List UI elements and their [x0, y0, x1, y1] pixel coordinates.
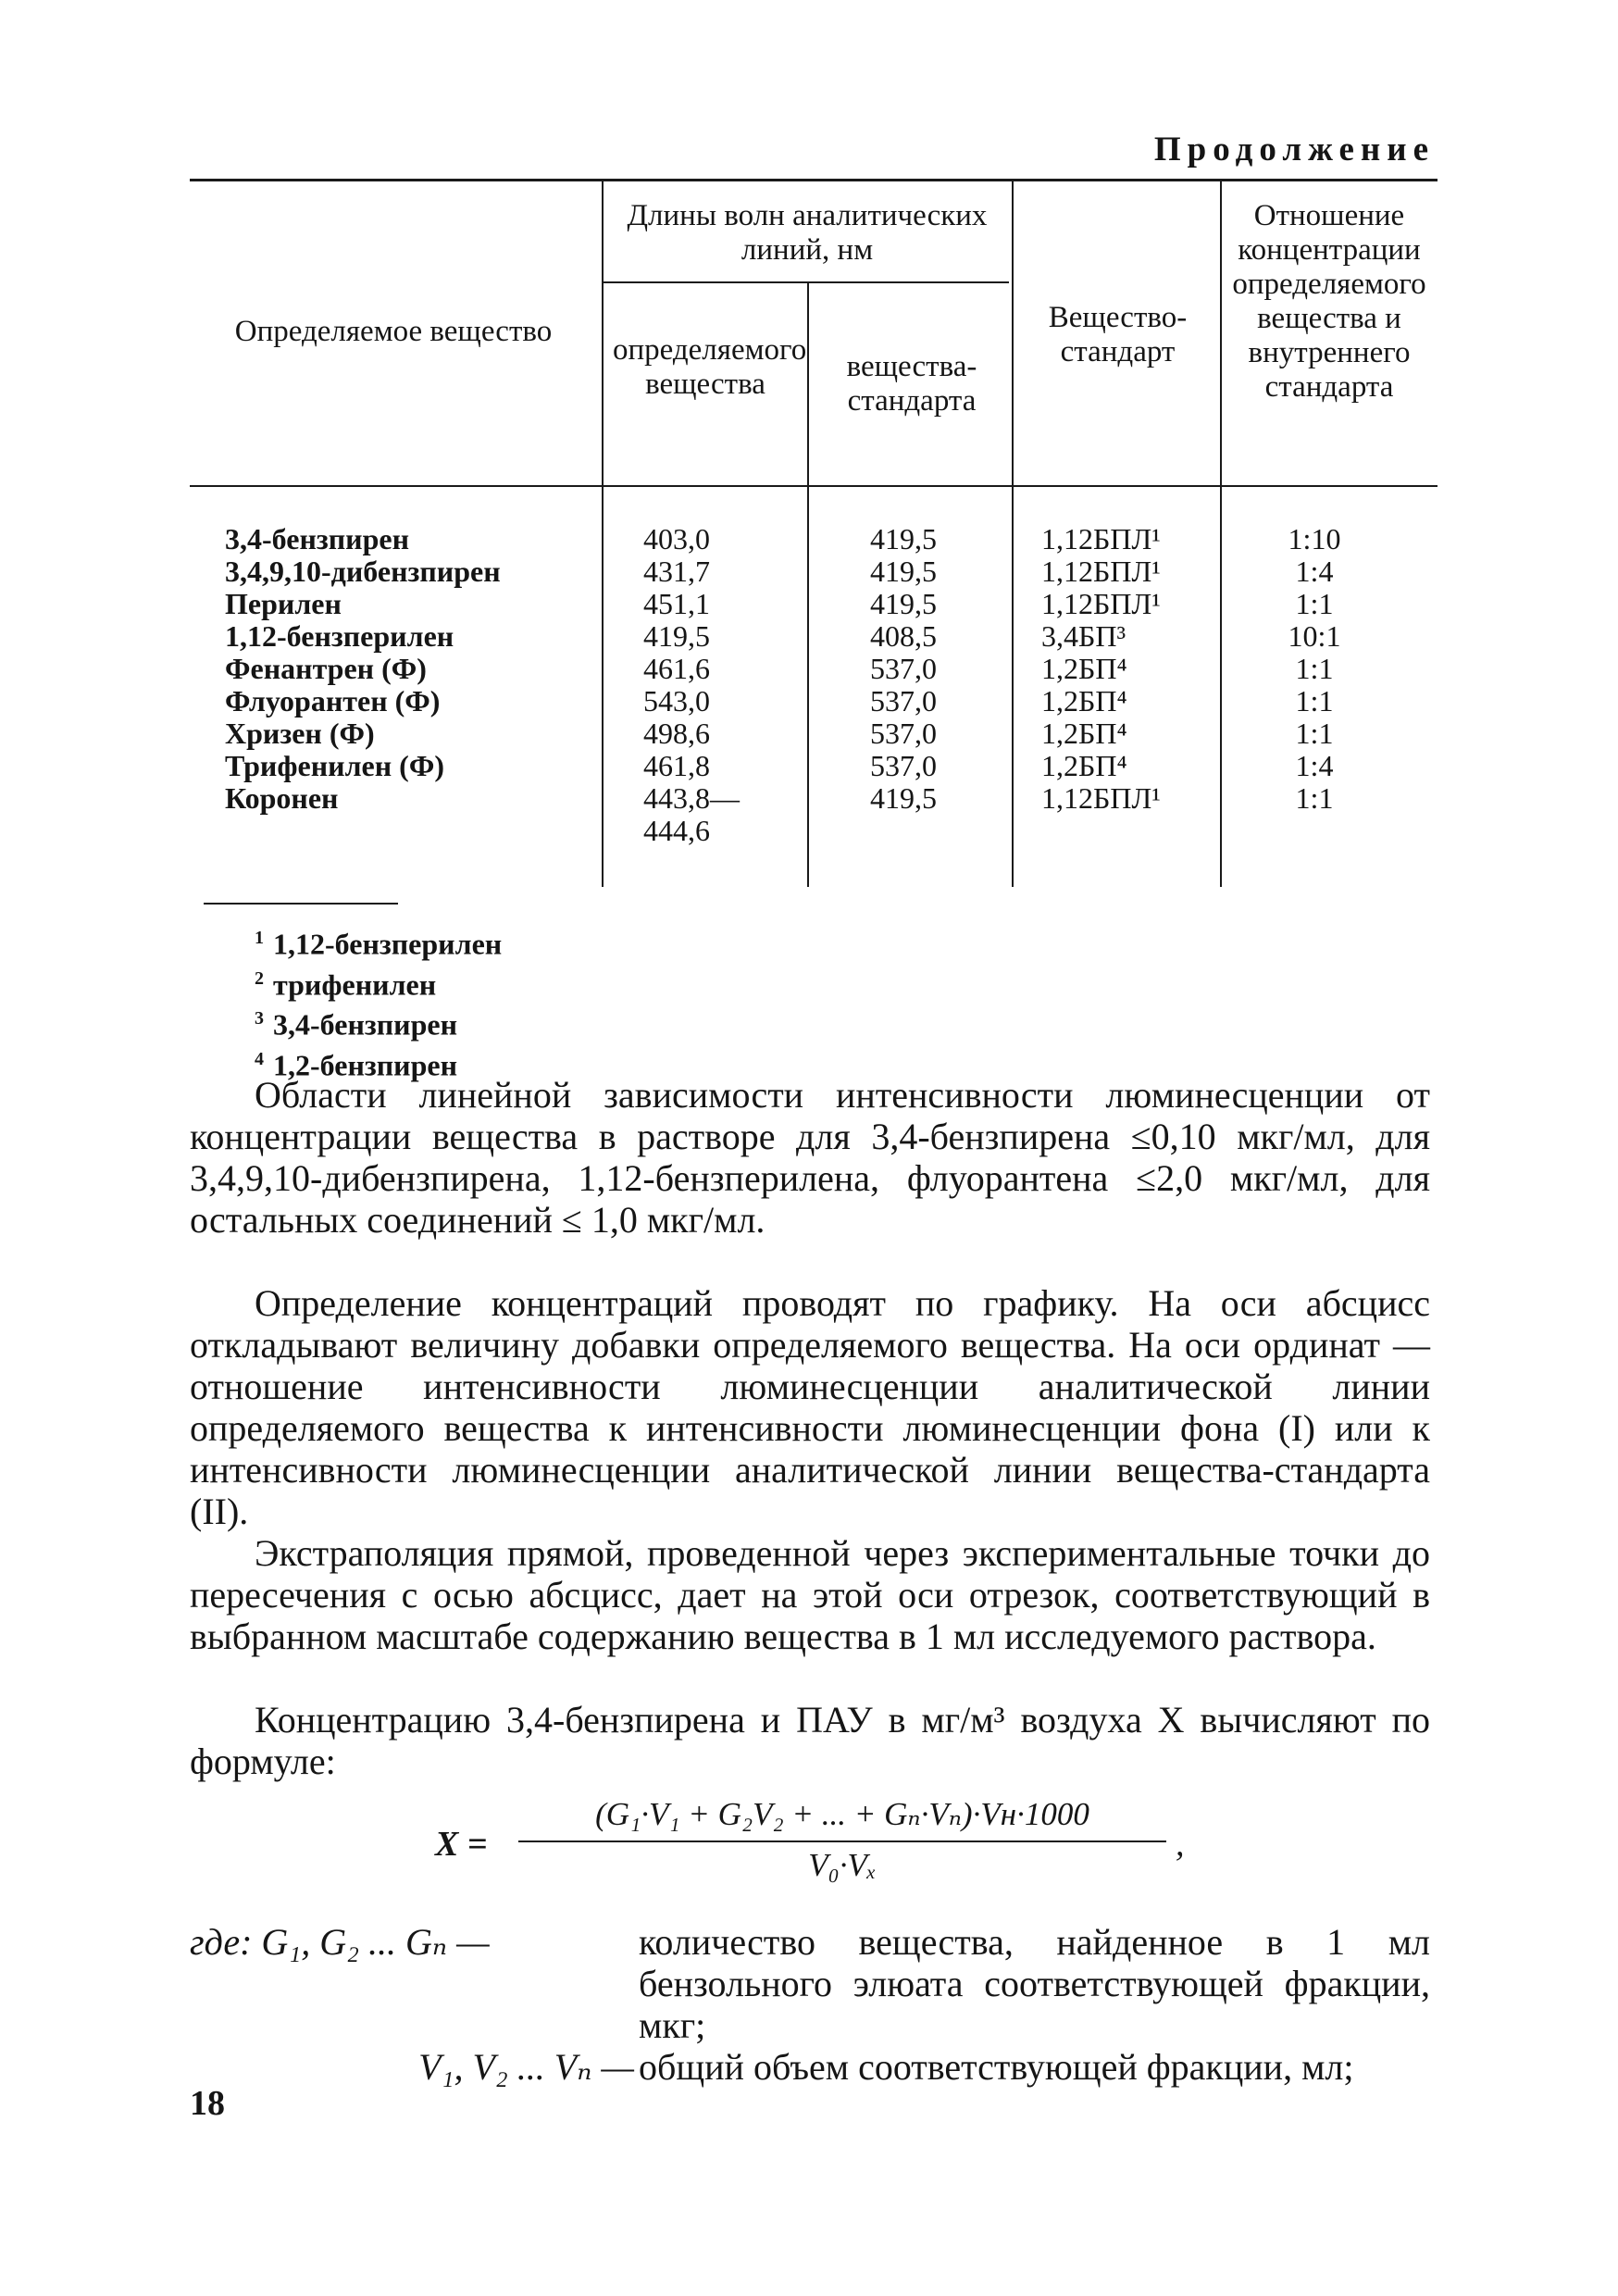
table-cell-substance: Хризен (Ф): [225, 717, 375, 750]
table-cell-ratio: 1:4: [1295, 749, 1334, 782]
table-cell-substance: 3,4,9,10-дибензпирен: [225, 555, 501, 588]
table-cell-substance: 1,12-бензперилен: [225, 619, 454, 653]
page-number: 18: [190, 2084, 225, 2123]
table-cell-ratio: 1:1: [1295, 717, 1334, 750]
table-cell-wl-analyte: 498,6: [643, 717, 710, 750]
table-cell-wl-standard: 419,5: [870, 555, 937, 588]
formula: [435, 1796, 1222, 1898]
table-cell-ratio: 1:10: [1288, 522, 1341, 555]
footnote-mark: 4: [255, 1048, 264, 1069]
table-cell-standard: 1,2БП⁴: [1041, 749, 1127, 782]
table-header-rule: [190, 485, 1438, 487]
table-cell-standard: 1,12БПЛ¹: [1041, 555, 1161, 588]
header-ratio: Отношение концентрации определяемого вещества и внутреннего стандарта: [1232, 199, 1426, 404]
table-cell-standard: 1,2БП⁴: [1041, 717, 1127, 750]
table-cell-ratio: 1:1: [1295, 652, 1334, 685]
table-cell-wl-analyte: 461,8: [643, 749, 710, 782]
footnote-mark: 1: [255, 928, 264, 948]
table-cell-substance: Коронен: [225, 781, 339, 815]
table-cell-substance: Трифенилен (Ф): [225, 749, 444, 782]
table-cell-substance: Фенантрен (Ф): [225, 652, 427, 685]
paragraph-text: Экстраполяция прямой, проведенной через экспериментальные точки до пересечения с осью абсцисс, дает на этой оси отрезок, соответствующий в выбранном масштабе содержанию вещества в 1 мл исследуемого раствора.: [190, 1532, 1430, 1657]
col-substance: [225, 523, 614, 815]
footnote-text: 1,2-бензпирен: [273, 1048, 458, 1082]
table-cell-ratio: 1:1: [1295, 587, 1334, 620]
table-cell-wl-standard: 537,0: [870, 684, 937, 718]
table-cell-standard: 3,4БП³: [1041, 619, 1126, 653]
formula-tail: ,: [1176, 1825, 1185, 1864]
header-standard: Вещество-стандарт: [1048, 301, 1188, 368]
footnote-mark: 2: [255, 967, 264, 989]
paragraph-formula-intro: [190, 1699, 1430, 1782]
footnote-mark: 3: [255, 1008, 264, 1029]
continuation-label: Продолжение: [1153, 131, 1435, 168]
table-top-rule: [190, 179, 1438, 181]
table-cell-substance: 3,4-бензпирен: [225, 522, 410, 555]
table-cell-substance: Перилен: [225, 587, 342, 620]
table-cell-wl-analyte: 431,7: [643, 555, 710, 588]
table-cell-wl-standard: 419,5: [870, 587, 937, 620]
paragraph-linear-range: [190, 1074, 1430, 1241]
col-wl-analyte: [643, 523, 791, 847]
formula-denominator: V₀·Vₓ: [808, 1847, 877, 1883]
table-cell-standard: 1,2БП⁴: [1041, 652, 1127, 685]
footnote: [255, 921, 717, 962]
definition-term: где: G₁, G₂ ... Gₙ —: [190, 1921, 490, 1963]
footnote: [255, 962, 717, 1003]
wavelength-subheader-rule: [604, 281, 1009, 283]
table-cell-ratio: 10:1: [1288, 619, 1341, 653]
table-cell-standard: 1,2БП⁴: [1041, 684, 1127, 718]
table-cell-wl-analyte: 451,1: [643, 587, 710, 620]
table-cell-ratio: 1:4: [1295, 555, 1334, 588]
col-ratio: [1254, 523, 1375, 815]
table-cell-wl-standard: 419,5: [870, 522, 937, 555]
header-wl-standard: вещества-стандарта: [846, 350, 977, 418]
paragraph-text: Области линейной зависимости интенсивности люминесценции от концентрации вещества в растворе для 3,4-бензпирена ≤0,10 мкг/мл, для 3,4,9,10-дибензпирена, 1,12-бензперилена, флуорантена ≤2,0 мкг/мл, для остальных соединений ≤ 1,0 мкг/мл.: [190, 1074, 1430, 1241]
definition-text: количество вещества, найденное в 1 мл бензольного элюата соответствующей фракции, мкг;: [639, 1921, 1430, 2046]
formula-numerator: (G₁·V₁ + G₂V₂ + ... + Gₙ·Vₙ)·Vн·1000: [595, 1796, 1089, 1832]
table-cell-ratio: 1:1: [1295, 781, 1334, 815]
table-cell-wl-analyte-cont: 444,6: [643, 814, 710, 847]
footnotes: [255, 921, 717, 1083]
table-cell-wl-standard: 537,0: [870, 652, 937, 685]
table-cell-wl-standard: 537,0: [870, 749, 937, 782]
footnote-text: 1,12-бензперилен: [273, 927, 503, 961]
footnote-text: 3,4-бензпирен: [273, 1007, 458, 1042]
definition-text: общий объем соответствующей фракции, мл;: [639, 2046, 1354, 2088]
paragraph-extrapolation: [190, 1532, 1430, 1657]
table-cell-wl-analyte: 419,5: [643, 619, 710, 653]
table-cell-wl-standard: 408,5: [870, 619, 937, 653]
footnote: [255, 1002, 717, 1042]
header-wavelengths: Длины волн аналитических линий, нм: [627, 199, 988, 267]
header-substance: Определяемое вещество: [234, 315, 553, 348]
paragraph-text: Определение концентраций проводят по графику. На оси абсцисс откладывают величину добавки определяемого вещества. На оси ординат — отношение интенсивности люминесценции аналитической линии определяемого вещества к интенсивности люминесценции фона (I) или к интенсивности люминесценции аналитической линии вещества-стандарта (II).: [190, 1282, 1430, 1532]
table-cell-substance: Флуорантен (Ф): [225, 684, 441, 718]
header-wl-analyte: определяемого вещества: [613, 333, 807, 401]
table-cell-wl-analyte: 461,6: [643, 652, 710, 685]
table-body: [190, 523, 1438, 884]
paragraph-concentration-graph: [190, 1282, 1430, 1532]
table-cell-ratio: 1:1: [1295, 684, 1334, 718]
footnote-separator: [204, 903, 398, 905]
footnote-text: трифенилен: [273, 967, 437, 1002]
formula-fraction-bar: [518, 1841, 1166, 1842]
table-cell-standard: 1,12БПЛ¹: [1041, 781, 1161, 815]
col-wl-standard: [870, 523, 1009, 815]
paragraph-text: Концентрацию 3,4-бензпирена и ПАУ в мг/м³ воздуха X вычисляют по формуле:: [190, 1699, 1430, 1782]
table-cell-standard: 1,12БПЛ¹: [1041, 587, 1161, 620]
table-cell-wl-analyte: 403,0: [643, 522, 710, 555]
col-standard: [1041, 523, 1217, 815]
table-cell-standard: 1,12БПЛ¹: [1041, 522, 1161, 555]
definition-term: V₁, V₂ ... Vₙ —: [418, 2046, 634, 2088]
table-cell-wl-analyte: 443,8—: [643, 781, 740, 815]
table-cell-wl-standard: 419,5: [870, 781, 937, 815]
table-cell-wl-standard: 537,0: [870, 717, 937, 750]
table-cell-wl-analyte: 543,0: [643, 684, 710, 718]
formula-lhs: X =: [435, 1825, 488, 1864]
